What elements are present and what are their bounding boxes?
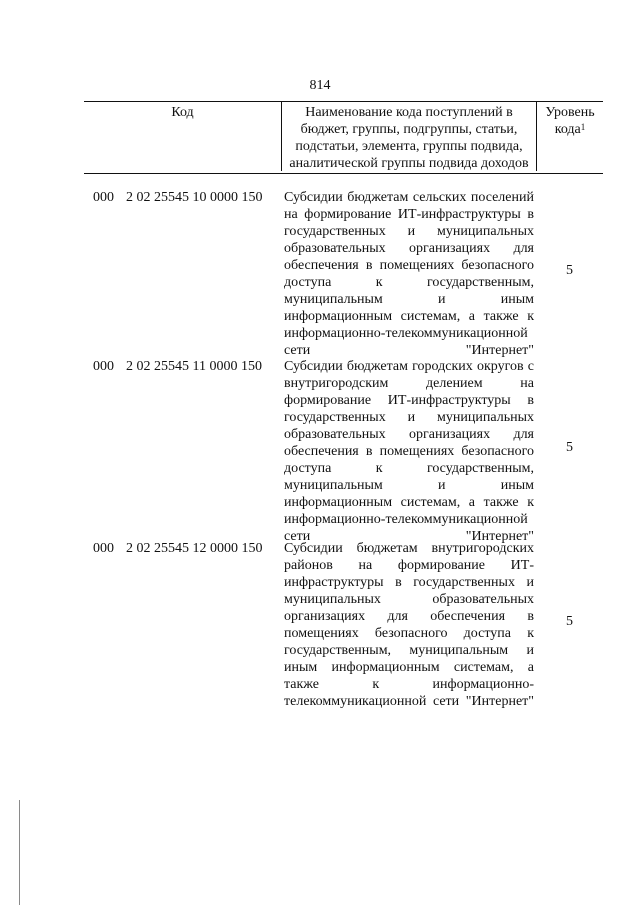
header-code: Код — [171, 105, 194, 120]
income-code: 2 02 25545 11 0000 150 — [126, 359, 262, 374]
code-level: 5 — [566, 440, 573, 455]
admin-code: 000 — [93, 190, 114, 205]
income-name: Субсидии бюджетам городских округов с внутригородским делением на формирование ИТ-инфраструктуры в государственных и муниципальных образовательных организациях для обеспечения в помещениях безопасного доступа к государственным, муниципальным и иным информационным системам, а также к информационно-телекоммуникационной сети "Интернет" — [284, 359, 534, 544]
header-level-footnote: 1 — [580, 122, 586, 132]
income-code: 2 02 25545 12 0000 150 — [126, 541, 263, 556]
income-code: 2 02 25545 10 0000 150 — [126, 190, 263, 205]
header-name: Наименование кода поступлений в бюджет, группы, подгруппы, статьи, подстатьи, элемента, группы подвида, аналитической группы подвида доходов — [281, 102, 537, 171]
table-header — [84, 101, 603, 174]
header-level-text: Уровень кода — [545, 105, 595, 137]
code-level: 5 — [566, 263, 573, 278]
scan-edge-line — [19, 800, 20, 905]
admin-code: 000 — [93, 541, 114, 556]
income-name: Субсидии бюджетам сельских поселений на формирование ИТ-инфраструктуры в государственных и муниципальных образовательных организациях для обеспечения в помещениях безопасного доступа к государственным, муниципальным и иным информационным системам, а также к информационно-телекоммуникационной сети "Интернет" — [284, 190, 534, 358]
header-level — [537, 104, 603, 138]
page-number: 814 — [309, 78, 331, 93]
admin-code: 000 — [93, 359, 114, 374]
income-name: Субсидии бюджетам внутригородских районов на формирование ИТ-инфраструктуры в государственных и муниципальных образовательных организациях для обеспечения в помещениях безопасного доступа к государственным, муниципальным и иным информационным системам, а также к информационно-телекоммуникационной сети "Интернет" — [284, 541, 534, 709]
code-level: 5 — [566, 614, 573, 629]
